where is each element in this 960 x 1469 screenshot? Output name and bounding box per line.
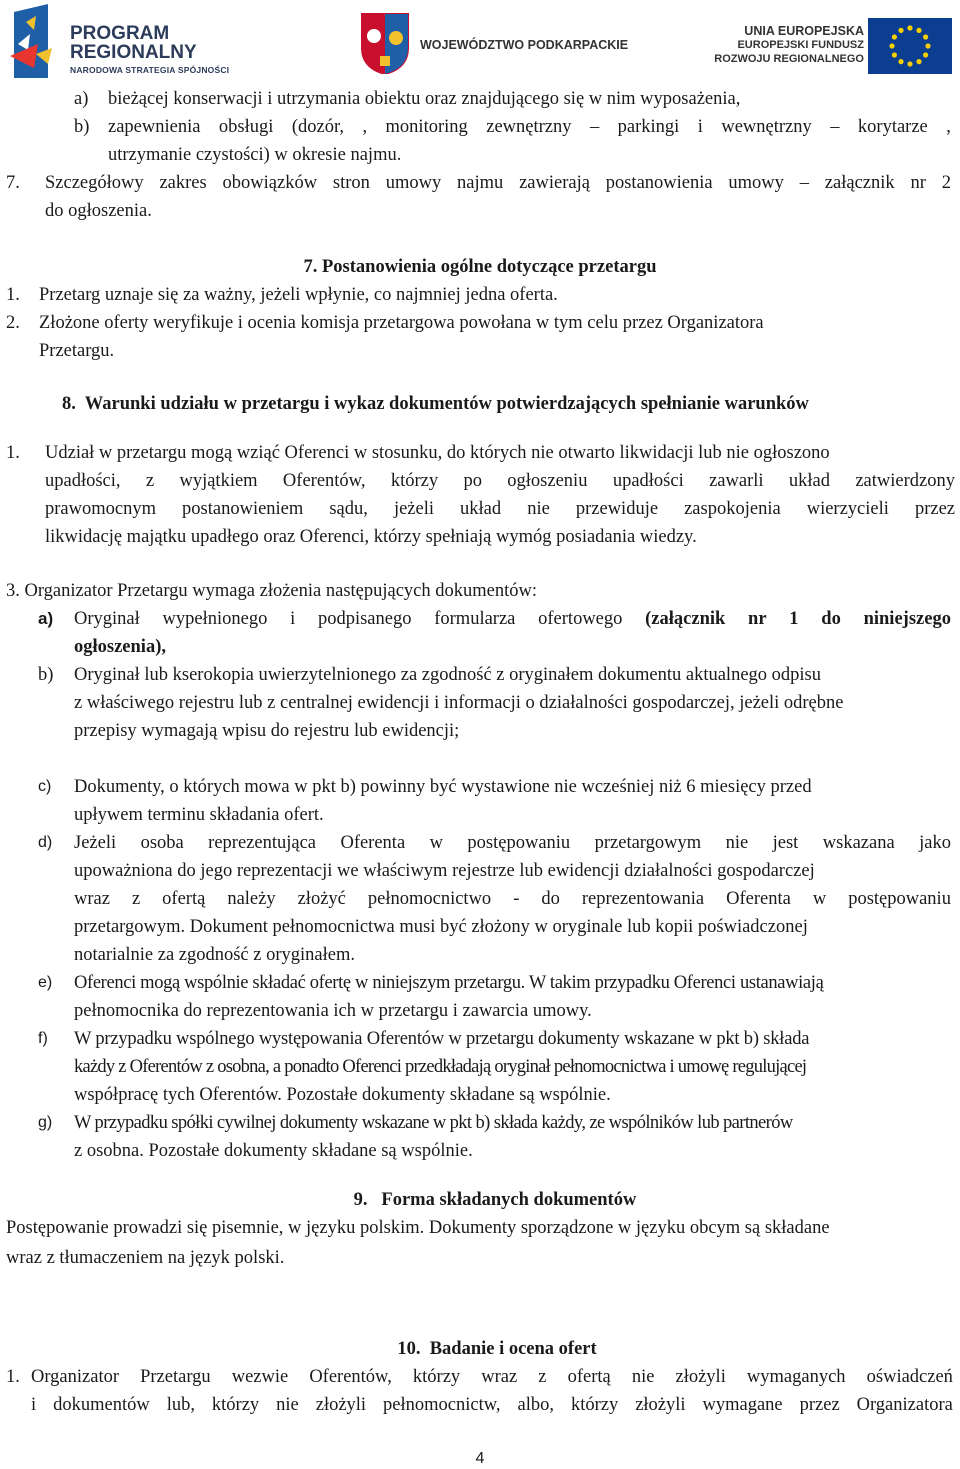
word: i (697, 117, 703, 137)
word: Oferenta (726, 889, 791, 909)
word: Oryginał (74, 609, 140, 629)
word: lub, (166, 1395, 195, 1415)
word: parkingi (617, 117, 680, 137)
word: , (946, 117, 951, 137)
word: przewiduje (575, 499, 659, 519)
word: Oferentów, (309, 1367, 392, 1387)
word: i (31, 1395, 37, 1415)
header-logos (0, 0, 960, 82)
logo-right-line2: EUROPEJSKI FUNDUSZ (737, 39, 864, 51)
bold-word: niniejszego (863, 609, 951, 629)
bold-word: nr (748, 609, 767, 629)
word: umowy (385, 173, 442, 193)
item3-d-line4: przetargowym. Dokument pełnomocnictwa musi być złożony w oryginale lub kopii poświadczonej (74, 917, 808, 937)
item3-g-line2: z osobna. Pozostałe dokumenty składane są wspólnie. (74, 1141, 473, 1161)
word: wewnętrzny (721, 117, 812, 137)
section8-item1-line3 (45, 498, 955, 520)
word: postanowienia (605, 173, 713, 193)
item3-d-line5: notarialnie za zgodność z oryginałem. (74, 945, 355, 965)
word: układ (788, 471, 830, 491)
word: formularza (434, 609, 516, 629)
word: wraz (481, 1367, 518, 1387)
word: złożyć (297, 889, 346, 909)
item3-d-line2: upoważniona do jego reprezentacji we właściwym rejestrze lub ewidencji działalności gospodarczej (74, 861, 815, 881)
word: układ (460, 499, 502, 519)
item3-a-marker: a) (38, 609, 54, 628)
item3-b-line1: Oryginał lub kserokopia uwierzytelnionego za zgodność z oryginałem dokumentu aktualnego odpisu (74, 665, 822, 685)
word: Oferentów, (282, 471, 366, 491)
word: reprezentująca (208, 833, 317, 853)
word: nie (276, 1395, 299, 1415)
item3-f-marker: f) (38, 1030, 48, 1047)
section7-item1-text: Przetarg uznaje się za ważny, jeżeli wpłynie, co najmniej jedna oferta. (39, 285, 558, 305)
word: zakres (159, 173, 207, 193)
word: wymaganych (746, 1367, 846, 1387)
word: zawierają (519, 173, 590, 193)
word: złożyli (675, 1367, 726, 1387)
word: Jeżeli (74, 833, 117, 853)
word: wskazana (822, 833, 895, 853)
word: w (812, 889, 827, 909)
intro-a-text: bieżącej konserwacji i utrzymania obiektu oraz znajdującego się w nim wyposażenia, (108, 89, 741, 109)
item3-a-line1 (74, 608, 951, 630)
section9-line1: Postępowanie prowadzi się pisemnie, w języku polskim. Dokumenty sporządzone w języku obcym są składane (6, 1218, 830, 1238)
bold-word: (załącznik (645, 609, 726, 629)
section8-item3-intro: 3. Organizator Przetargu wymaga złożenia następujących dokumentów: (6, 581, 538, 601)
word: z (538, 1367, 547, 1387)
section10-line1 (31, 1366, 953, 1388)
word: pełnomocnictw, (383, 1395, 501, 1415)
bold-word: do (821, 609, 841, 629)
word: zapewnienia (108, 117, 201, 137)
word: – (830, 117, 840, 137)
section7-heading: 7. Postanowienia ogólne dotyczące przetargu (303, 257, 657, 277)
word: wezwie (231, 1367, 289, 1387)
word: wymagane (702, 1395, 783, 1415)
program-regionalny-logo (8, 4, 238, 78)
intro-7-line1 (45, 172, 951, 194)
item3-e-line1: Oferenci mogą wspólnie składać ofertę w niniejszym przetargu. W takim przypadku Oferenci ustanawiają (74, 973, 824, 993)
word: postępowaniu (467, 833, 571, 853)
word: wypełnionego (162, 609, 268, 629)
word: wierzycieli (806, 499, 889, 519)
intro-b-line1 (108, 116, 951, 138)
word: złożyli (315, 1395, 367, 1415)
wojewodztwo-podkarpackie-logo (360, 12, 629, 76)
word: albo, (517, 1395, 554, 1415)
word: wraz (74, 889, 110, 909)
word: jeżeli (393, 499, 434, 519)
section8-item1-line2 (45, 470, 955, 492)
word: przetargowym (594, 833, 702, 853)
word: którzy (211, 1395, 260, 1415)
item3-g-line1: W przypadku spółki cywilnej dokumenty wskazane w pkt b) składa każdy, ze wspólników lub partnerów (74, 1113, 793, 1133)
word: reprezentowania (581, 889, 705, 909)
item3-d-line3 (74, 888, 951, 910)
program-regionalny-emblem-icon (8, 4, 64, 78)
page-number: 4 (475, 1450, 485, 1467)
word: zaspokojenia (684, 499, 781, 519)
word: – (589, 117, 600, 137)
intro-b-line2: utrzymanie czystości) w okresie najmu. (108, 145, 402, 165)
word: ogłoszeniu (507, 471, 588, 491)
item3-f-line1: W przypadku wspólnego występowania Oferentów w przetargu dokumenty wskazane w pkt b) składa (74, 1029, 810, 1049)
section7-item2-marker: 2. (6, 313, 20, 333)
word: najmu (457, 173, 504, 193)
section10-item1-marker: 1. (6, 1367, 20, 1387)
word: nie (725, 833, 749, 853)
item3-c-line1: Dokumenty, o których mowa w pkt b) powinny być wystawione nie wcześniej niż 6 miesięcy przed (74, 777, 812, 797)
word: nie (631, 1367, 655, 1387)
word: postanowieniem (182, 499, 304, 519)
word: i (290, 609, 296, 629)
word: podpisanego (317, 609, 412, 629)
word: stron (332, 173, 370, 193)
word: Organizatora (856, 1395, 953, 1415)
word: pełnomocnictwo (367, 889, 492, 909)
word: nr (910, 173, 926, 193)
word: Szczegółowy (45, 173, 144, 193)
logo-left-line2: REGIONALNY (70, 42, 197, 63)
item3-f-line2: każdy z Oferentów z osobna, a ponadto Oferenci przedkładają oryginał pełnomocnictwa i umowę regulującej (74, 1057, 807, 1077)
word: w (429, 833, 443, 853)
section8-item1-line1: Udział w przetargu mogą wziąć Oferenci w stosunku, do których nie otwarto likwidacji lub nie ogłoszono (45, 443, 830, 463)
word: ofertą (567, 1367, 611, 1387)
word: oświadczeń (866, 1367, 953, 1387)
section7-item2-line2: Przetargu. (39, 341, 115, 361)
logo-left-line1: PROGRAM (70, 23, 170, 44)
logo-right-line1: UNIA EUROPEJSKA (744, 24, 864, 38)
word: jako (919, 833, 951, 853)
word: ofertą (162, 889, 206, 909)
section8-item1-line4: likwidację majątku upadłego oraz Oferenci, którzy spełniają wymóg posiadania wiedzy. (45, 527, 697, 547)
word: upadłości (612, 471, 684, 491)
word: nie (527, 499, 550, 519)
word: prawomocnym (45, 499, 156, 519)
word: zatwierdzony (855, 471, 955, 491)
item3-b-line2: z właściwego rejestru lub z centralnej ewidencji i informacji o działalności gospodarczej, jeżeli odrębne (74, 693, 844, 713)
intro-a-marker: a) (74, 89, 89, 109)
word: przez (914, 499, 955, 519)
intro-7-line2: do ogłoszenia. (45, 201, 152, 221)
item3-g-marker: g) (38, 1114, 53, 1131)
bold-word: 1 (789, 609, 799, 629)
word: którzy (570, 1395, 619, 1415)
word: zewnętrzny (486, 117, 572, 137)
word: przez (799, 1395, 840, 1415)
word: - (513, 889, 520, 909)
word: z (131, 889, 141, 909)
logo-left-sub: NARODOWA STRATEGIA SPÓJNOŚCI (70, 65, 230, 75)
word: którzy (390, 471, 439, 491)
word: osoba (140, 833, 184, 853)
word: upadłości, (45, 471, 121, 491)
item3-c-marker: c) (38, 778, 52, 795)
word: – (799, 173, 809, 193)
item3-f-line3: współpracę tych Oferentów. Pozostałe dokumenty składane są wspólnie. (74, 1085, 611, 1105)
word: obowiązków (222, 173, 318, 193)
word: z (145, 471, 155, 491)
word: sądu, (329, 499, 368, 519)
section9-line2: wraz z tłumaczeniem na język polski. (6, 1248, 285, 1268)
section8-heading: 8. Warunki udziału w przetargu i wykaz dokumentów potwierdzających spełnianie warunków (62, 394, 809, 414)
word: należy (227, 889, 276, 909)
eu-flag-icon (868, 18, 952, 74)
section7-item2-line1: Złożone oferty weryfikuje i ocenia komisja przetargowa powołana w tym celu przez Organizatora (39, 313, 764, 333)
word: postępowaniu (848, 889, 951, 909)
word: do (541, 889, 560, 909)
logo-center-text: WOJEWÓDZTWO PODKARPACKIE (420, 38, 629, 52)
unia-europejska-logo (714, 14, 956, 76)
section7-item1-marker: 1. (6, 285, 20, 305)
word: dokumentów (53, 1395, 150, 1415)
word: obsługi (218, 117, 274, 137)
logo-right-line3: ROZWOJU REGIONALNEGO (714, 53, 864, 65)
word: wyjątkiem (179, 471, 258, 491)
item3-e-line2: pełnomocnika do reprezentowania ich w przetargu i zawarcia umowy. (74, 1001, 592, 1021)
item3-d-line1 (74, 832, 951, 854)
section8-item1-marker: 1. (6, 443, 20, 463)
coat-of-arms-icon (360, 12, 410, 74)
section10-line2 (31, 1394, 953, 1416)
item3-a-line2: ogłoszenia), (74, 637, 166, 657)
word: monitoring (385, 117, 468, 137)
word: 2 (941, 173, 951, 193)
item3-e-marker: e) (38, 974, 53, 991)
item3-d-marker: d) (38, 834, 53, 851)
word: jest (772, 833, 799, 853)
item3-b-marker: b) (38, 665, 54, 685)
word: (dozór, (291, 117, 345, 137)
intro-7-marker: 7. (6, 173, 20, 193)
item3-b-line3: przepisy wymagają wpisu do rejestru lub ewidencji; (74, 721, 460, 741)
section9-heading: 9. Forma składanych dokumentów (353, 1190, 637, 1210)
word: ofertowego (538, 609, 623, 629)
word: Organizator (31, 1367, 120, 1387)
word: korytarze (857, 117, 928, 137)
section10-heading: 10. Badanie i ocena ofert (397, 1339, 597, 1359)
word: po (463, 471, 482, 491)
word: Oferenta (340, 833, 406, 853)
word: umowy (728, 173, 784, 193)
word: załącznik (824, 173, 895, 193)
word: , (362, 117, 368, 137)
word: którzy (412, 1367, 461, 1387)
word: zawarli (709, 471, 764, 491)
item3-c-line2: upływem terminu składania ofert. (74, 805, 324, 825)
word: Przetargu (140, 1367, 211, 1387)
word: złożyli (635, 1395, 686, 1415)
intro-b-marker: b) (74, 117, 90, 137)
